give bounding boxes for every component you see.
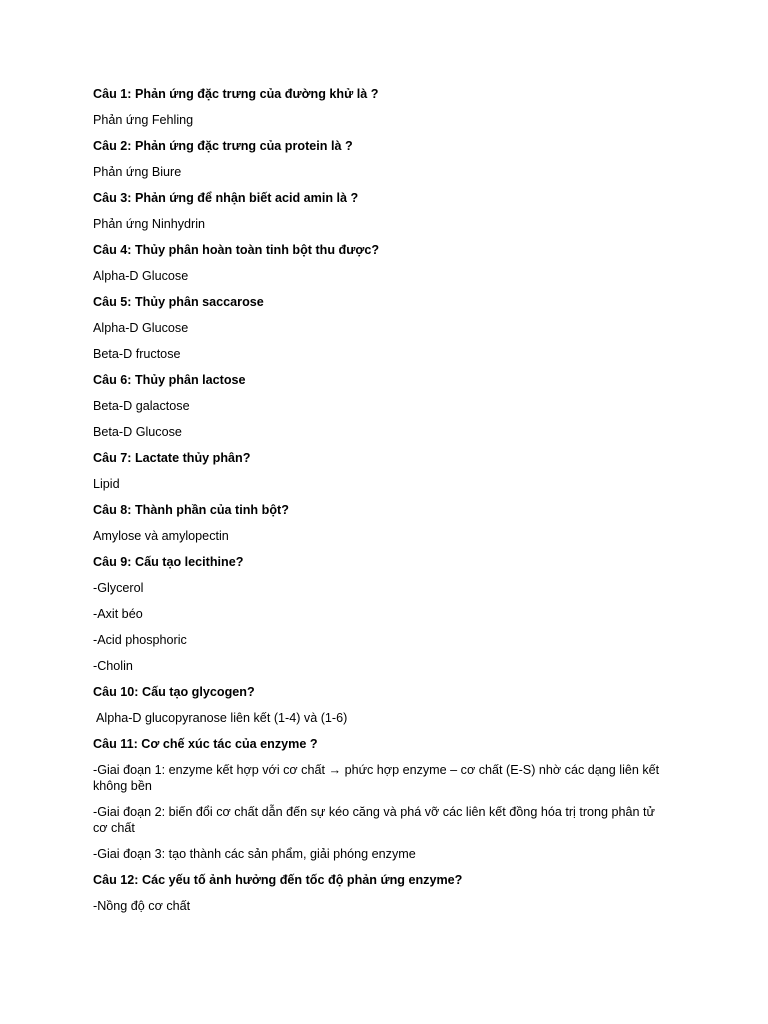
answer-4: Alpha-D Glucose xyxy=(93,269,189,283)
answer-8: Amylose và amylopectin xyxy=(93,529,229,543)
question-10: Câu 10: Cấu tạo glycogen? xyxy=(93,685,255,699)
answer-9-line-3: -Acid phosphoric xyxy=(93,633,187,647)
answer-12-line-1: -Nồng độ cơ chất xyxy=(93,899,191,913)
answer-5-line-2: Beta-D fructose xyxy=(93,347,181,361)
question-3: Câu 3: Phản ứng để nhận biết acid amin là ? xyxy=(93,191,359,205)
answer-7: Lipid xyxy=(93,477,120,491)
question-7: Câu 7: Lactate thủy phân? xyxy=(93,451,251,465)
answer-2: Phản ứng Biure xyxy=(93,165,182,179)
question-11: Câu 11: Cơ chế xúc tác của enzyme ? xyxy=(93,737,318,751)
answer-3: Phản ứng Ninhydrin xyxy=(93,217,206,231)
question-5: Câu 5: Thủy phân saccarose xyxy=(93,295,264,309)
answer-1: Phản ứng Fehling xyxy=(93,113,194,127)
question-9: Câu 9: Cấu tạo lecithine? xyxy=(93,555,244,569)
question-8: Câu 8: Thành phần của tinh bột? xyxy=(93,503,289,517)
answer-9-line-2: -Axit béo xyxy=(93,607,143,621)
answer-9-line-1: -Glycerol xyxy=(93,581,144,595)
question-6: Câu 6: Thủy phân lactose xyxy=(93,373,246,387)
answer-6-line-2: Beta-D Glucose xyxy=(93,425,182,439)
question-2: Câu 2: Phản ứng đặc trưng của protein là ? xyxy=(93,139,353,153)
answer-6-line-1: Beta-D galactose xyxy=(93,399,190,413)
answer-5-line-1: Alpha-D Glucose xyxy=(93,321,189,335)
answer-11-line-2: -Giai đoạn 2: biến đổi cơ chất dẫn đến sự kéo căng và phá vỡ các liên kết đồng hóa trị trong phân tử cơ chất xyxy=(93,805,655,835)
question-1: Câu 1: Phản ứng đặc trưng của đường khử là ? xyxy=(93,87,379,101)
answer-9-line-4: -Cholin xyxy=(93,659,133,673)
question-4: Câu 4: Thủy phân hoàn toàn tinh bột thu được? xyxy=(93,243,380,257)
question-12: Câu 12: Các yếu tố ảnh hưởng đến tốc độ phản ứng enzyme? xyxy=(93,873,463,887)
answer-11-line-3: -Giai đoạn 3: tạo thành các sản phẩm, giải phóng enzyme xyxy=(93,847,416,861)
answer-11-line-1: -Giai đoạn 1: enzyme kết hợp với cơ chất → phức hợp enzyme – cơ chất (E-S) nhờ các dạng liên kết không bền xyxy=(93,763,660,793)
answer-10: Alpha-D glucopyranose liên kết (1-4) và (1-6) xyxy=(96,711,348,725)
